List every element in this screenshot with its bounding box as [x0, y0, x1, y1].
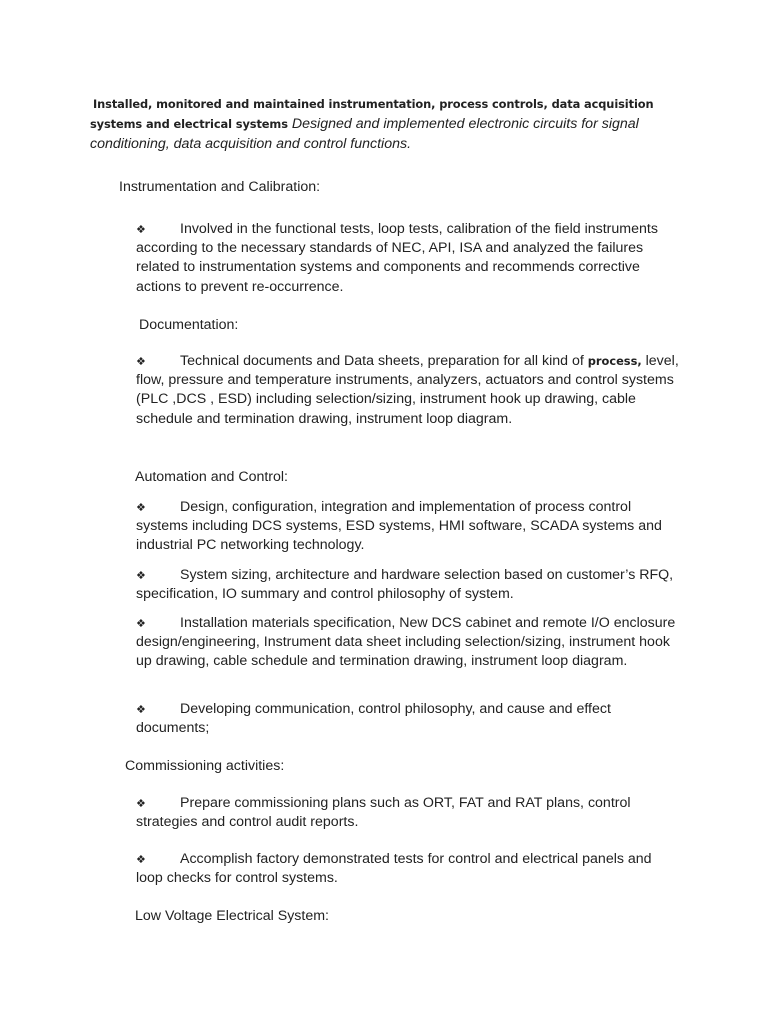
- bullet-text: level, flow, pressure and temperature instruments, analyzers, actuators and control systems (PLC ,DCS , ESD) including selection/sizing, instrument hook up drawing, cable schedule and termination drawing, instrument loop diagram.: [136, 353, 679, 427]
- bullet-icon: ❖: [136, 797, 146, 810]
- heading-low-voltage: Low Voltage Electrical System:: [135, 908, 329, 924]
- bullet-text: Installation materials specification, New DCS cabinet and remote I/O enclosure design/engineering, Instrument data sheet including selection/sizing, instrument hook up drawing, cable schedule and termination drawing, instrument loop diagram.: [136, 615, 676, 670]
- heading-documentation: Documentation:: [139, 317, 239, 333]
- bullet-icon: ❖: [136, 853, 146, 866]
- bullet-item: [136, 794, 681, 832]
- bullet-text: Developing communication, control philosophy, and cause and effect documents;: [136, 701, 611, 737]
- bullet-text: Technical documents and Data sheets, preparation for all kind of: [180, 353, 588, 369]
- bullet-item: [136, 566, 681, 604]
- intro-paragraph: [90, 94, 690, 154]
- bullet-icon: ❖: [136, 703, 146, 716]
- heading-automation: Automation and Control:: [135, 469, 289, 485]
- bullet-item: [136, 498, 681, 556]
- bullet-text-bold: process,: [587, 354, 642, 368]
- bullet-item: [136, 220, 681, 297]
- intro-italic-text: Designed and implemented electronic circuits for signal conditioning, data acquisition and control functions.: [90, 116, 639, 152]
- heading-instrumentation: Instrumentation and Calibration:: [119, 179, 321, 195]
- bullet-icon: ❖: [136, 223, 146, 236]
- bullet-text: System sizing, architecture and hardware selection based on customer’s RFQ, specification, IO summary and control philosophy of system.: [136, 567, 674, 603]
- bullet-text: Involved in the functional tests, loop tests, calibration of the field instruments according to the necessary standards of NEC, API, ISA and analyzed the failures related to instrumentation systems and components and recommends corrective actions to prevent re-occurrence.: [136, 221, 658, 295]
- heading-commissioning: Commissioning activities:: [125, 758, 285, 774]
- intro-bold-line-2: systems and electrical systems: [90, 117, 288, 131]
- bullet-item: [136, 700, 681, 738]
- bullet-text: Prepare commissioning plans such as ORT, FAT and RAT plans, control strategies and control audit reports.: [136, 795, 631, 831]
- bullet-icon: ❖: [136, 617, 146, 630]
- bullet-text: Design, configuration, integration and implementation of process control systems including DCS systems, ESD systems, HMI software, SCADA systems and industrial PC networking technology.: [136, 499, 662, 554]
- bullet-item: [136, 614, 681, 672]
- intro-bold-line-1: Installed, monitored and maintained instrumentation, process controls, data acquisition: [93, 97, 654, 111]
- bullet-icon: ❖: [136, 501, 146, 514]
- bullet-item: [136, 352, 681, 429]
- bullet-icon: ❖: [136, 355, 146, 368]
- bullet-icon: ❖: [136, 569, 146, 582]
- bullet-item: [136, 850, 681, 888]
- bullet-text: Accomplish factory demonstrated tests for control and electrical panels and loop checks for control systems.: [136, 851, 652, 887]
